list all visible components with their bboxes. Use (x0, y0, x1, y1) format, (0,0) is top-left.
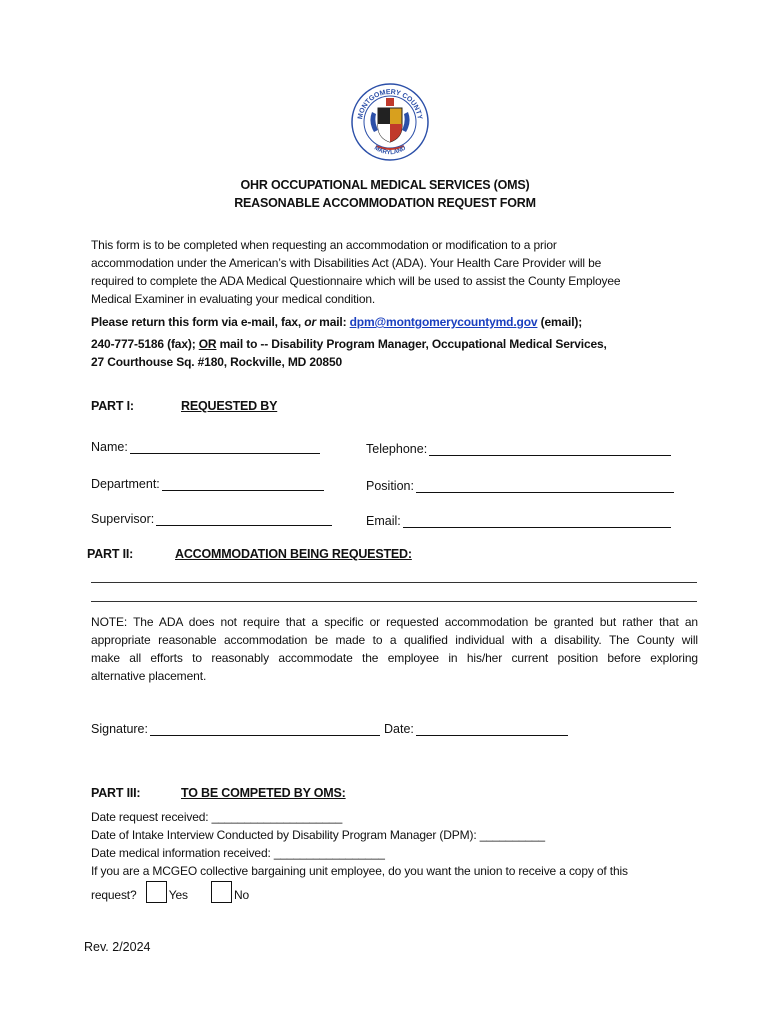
supervisor-input-line[interactable] (156, 512, 332, 526)
date-medical-info: Date medical information received: _________________ (91, 846, 385, 860)
email-field[interactable] (366, 514, 671, 528)
supervisor-field[interactable] (91, 512, 332, 526)
part3-label: PART III: (91, 786, 141, 800)
signature-label: Signature: (91, 722, 148, 736)
date-request-received: Date request received: ____________________ (91, 810, 343, 824)
yes-label: Yes (168, 888, 188, 902)
part2-label: PART II: (87, 547, 134, 561)
supervisor-label: Supervisor: (91, 512, 155, 526)
intro-line: accommodation under the American’s with Disabilities Act (ADA). Your Health Care Provider will be (91, 256, 602, 270)
part1-label: PART I: (91, 399, 134, 413)
date-field[interactable] (384, 722, 568, 736)
accommodation-input-line[interactable] (91, 601, 697, 602)
revision-date: Rev. 2/2024 (84, 940, 151, 954)
name-field[interactable] (91, 440, 320, 454)
date-input-line[interactable] (416, 722, 568, 736)
department-field[interactable] (91, 477, 324, 491)
name-label: Name: (91, 440, 128, 454)
svg-text:MARYLAND: MARYLAND (372, 145, 408, 157)
telephone-field[interactable] (366, 442, 671, 456)
department-input-line[interactable] (162, 477, 324, 491)
name-input-line[interactable] (130, 440, 320, 454)
return-line2: 240-777-5186 (fax); OR mail to -- Disability Program Manager, Occupational Medical Services, (91, 337, 607, 351)
yes-checkbox[interactable] (146, 881, 167, 903)
email-label: Email: (366, 514, 401, 528)
intro-line: This form is to be completed when requesting an accommodation or modification to a prior (91, 238, 557, 252)
position-label: Position: (366, 479, 414, 493)
ada-note: NOTE: The ADA does not require that a specific or requested accommodation be granted but rather that an appropriate reasonable accommodation be made to a qualified individual with a disability. The County will make all efforts to reasonably accommodate the employee in his/her current position before exploring alternative placement. (91, 615, 698, 683)
date-label: Date: (384, 722, 414, 736)
no-label: No (234, 888, 250, 902)
intro-line: Medical Examiner in evaluating your medical condition. (91, 292, 376, 306)
accommodation-input-line[interactable] (91, 582, 697, 583)
return-address: 27 Courthouse Sq. #180, Rockville, MD 20850 (91, 355, 342, 369)
union-copy-options: request? Yes No (91, 881, 249, 903)
date-intake-interview: Date of Intake Interview Conducted by Disability Program Manager (DPM): __________ (91, 828, 545, 842)
email-input-line[interactable] (403, 514, 671, 528)
return-instructions (91, 313, 711, 371)
intro-line: required to complete the ADA Medical Questionnaire which will be used to assist the County Employee (91, 274, 621, 288)
part2-title: ACCOMMODATION BEING REQUESTED: (175, 547, 412, 561)
signature-field[interactable] (91, 722, 380, 736)
part1-title: REQUESTED BY (181, 399, 278, 413)
svg-text:MONTGOMERY COUNTY: MONTGOMERY COUNTY (357, 88, 423, 120)
county-seal-logo (350, 82, 430, 162)
position-field[interactable] (366, 479, 674, 493)
signature-input-line[interactable] (150, 722, 380, 736)
department-label: Department: (91, 477, 160, 491)
form-title-line2: REASONABLE ACCOMMODATION REQUEST FORM (234, 196, 536, 210)
position-input-line[interactable] (416, 479, 674, 493)
union-copy-question: If you are a MCGEO collective bargaining unit employee, do you want the union to receive a copy of this (91, 864, 628, 878)
email-link[interactable]: dpm@montgomerycountymd.gov (349, 315, 538, 329)
telephone-label: Telephone: (366, 442, 428, 456)
telephone-input-line[interactable] (429, 442, 671, 456)
intro-paragraph (91, 236, 711, 308)
no-checkbox[interactable] (211, 881, 232, 903)
part3-title: TO BE COMPETED BY OMS: (181, 786, 346, 800)
form-title-line1: OHR OCCUPATIONAL MEDICAL SERVICES (OMS) (240, 178, 530, 192)
return-line1: Please return this form via e-mail, fax, or mail: dpm@montgomerycountymd.gov (email); (91, 315, 583, 329)
